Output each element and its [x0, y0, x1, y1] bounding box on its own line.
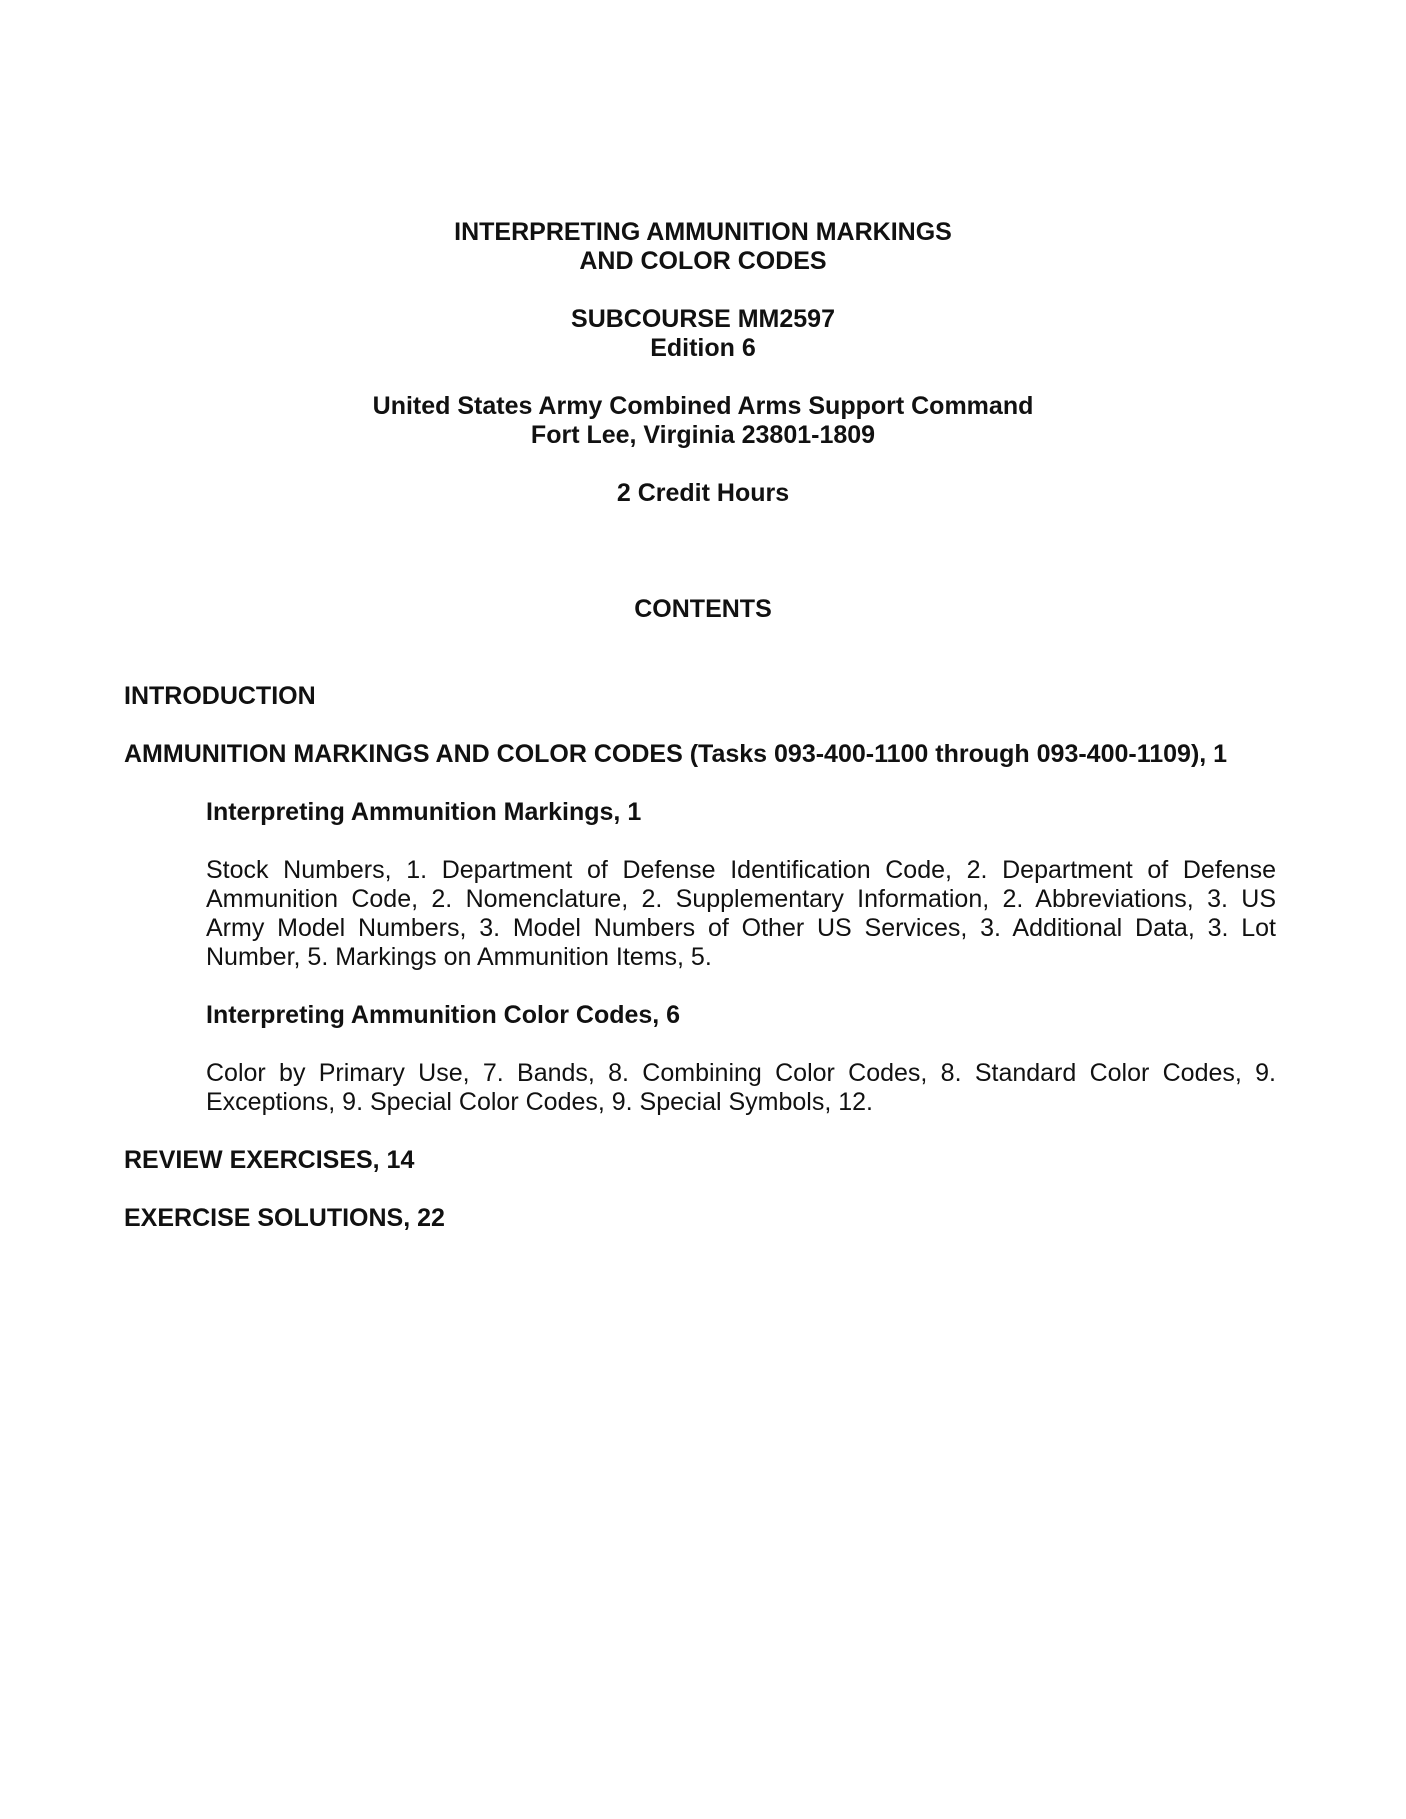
toc-markings-heading: Interpreting Ammunition Markings, 1 — [206, 798, 642, 826]
markings-items-line: Stock Numbers, 1. Department of Defense Identification Code, 2. Department of Defense — [206, 856, 1276, 884]
edition: Edition 6 — [650, 334, 756, 362]
credit-hours: 2 Credit Hours — [616, 479, 790, 507]
subcourse-number: SUBCOURSE MM2597 — [571, 305, 835, 333]
organization-name: United States Army Combined Arms Support Command — [372, 392, 1034, 420]
title-line-2: AND COLOR CODES — [579, 247, 827, 275]
markings-items-line: Number, 5. Markings on Ammunition Items, 5. — [206, 943, 712, 971]
toc-review-exercises: REVIEW EXERCISES, 14 — [124, 1146, 415, 1174]
title-line-1: INTERPRETING AMMUNITION MARKINGS — [454, 218, 952, 246]
toc-introduction: INTRODUCTION — [124, 682, 316, 710]
toc-color-codes-heading: Interpreting Ammunition Color Codes, 6 — [206, 1001, 681, 1029]
toc-color-codes-items — [206, 1059, 1276, 1117]
document-title — [0, 218, 1406, 276]
toc-exercise-solutions: EXERCISE SOLUTIONS, 22 — [124, 1204, 445, 1232]
color-codes-items-line: Exceptions, 9. Special Color Codes, 9. Special Symbols, 12. — [206, 1088, 874, 1116]
markings-items-line: Ammunition Code, 2. Nomenclature, 2. Supplementary Information, 2. Abbreviations, 3. US — [206, 885, 1276, 913]
subcourse-block — [0, 305, 1406, 363]
color-codes-items-line: Color by Primary Use, 7. Bands, 8. Combining Color Codes, 8. Standard Color Codes, 9. — [206, 1059, 1276, 1087]
organization-block — [0, 392, 1406, 450]
toc-main-section: AMMUNITION MARKINGS AND COLOR CODES (Tasks 093-400-1100 through 093-400-1109), 1 — [124, 740, 1228, 768]
organization-address: Fort Lee, Virginia 23801-1809 — [530, 421, 876, 449]
markings-items-line: Army Model Numbers, 3. Model Numbers of Other US Services, 3. Additional Data, 3. Lot — [206, 914, 1276, 942]
toc-markings-items — [206, 856, 1276, 972]
contents-heading: CONTENTS — [634, 595, 772, 623]
